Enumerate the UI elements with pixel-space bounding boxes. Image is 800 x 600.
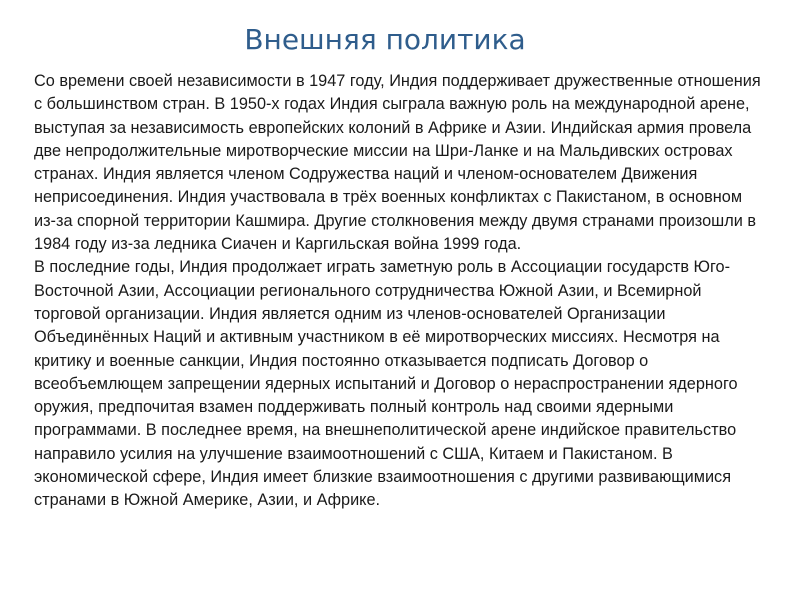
slide-title: Внешняя политика bbox=[244, 23, 526, 56]
body-paragraph-2: В последние годы, Индия продолжает играть заметную роль в Ассоциации государств Юго-Восточной Азии, Ассоциации регионального сотрудничества Южной Азии, и Всемирной торговой организации. Индия является одним из членов-основателей Организации Объединённых Наций и активным участником в её миротворческих миссиях. Несмотря на критику и военные санкции, Индия постоянно отказывается подписать Договор о всеобъемлющем запрещении ядерных испытаний и Договор о нераспространении ядерного оружия, предпочитая взамен поддерживать полный контроль над своими ядерными программами. В последнее время, на внешнеполитической арене индийское правительство направило усилия на улучшение взаимоотношений с США, Китаем и Пакистаном. В экономической сфере, Индия имеет близкие взаимоотношения с другими развивающимися странами в Южной Америке, Азии, и Африке. bbox=[34, 258, 738, 510]
body-paragraph-1: Со времени своей независимости в 1947 году, Индия поддерживает дружественные отношения с большинством стран. В 1950-х годах Индия сыграла важную роль на международной арене, выступая за независимость европейских колоний в Африке и Азии. Индийская армия провела две непродолжительные миротворческие миссии на Шри-Ланке и на Мальдивских островах странах. Индия является членом Содружества наций и членом-основателем Движения неприсоединения. Индия участвовала в трёх военных конфликтах с Пакистаном, в основном из-за спорной территории Кашмира. Другие столкновения между двумя странами произошли в 1984 году из-за ледника Сиачен и Каргильская война 1999 года. bbox=[34, 72, 761, 254]
slide-body bbox=[34, 70, 766, 513]
